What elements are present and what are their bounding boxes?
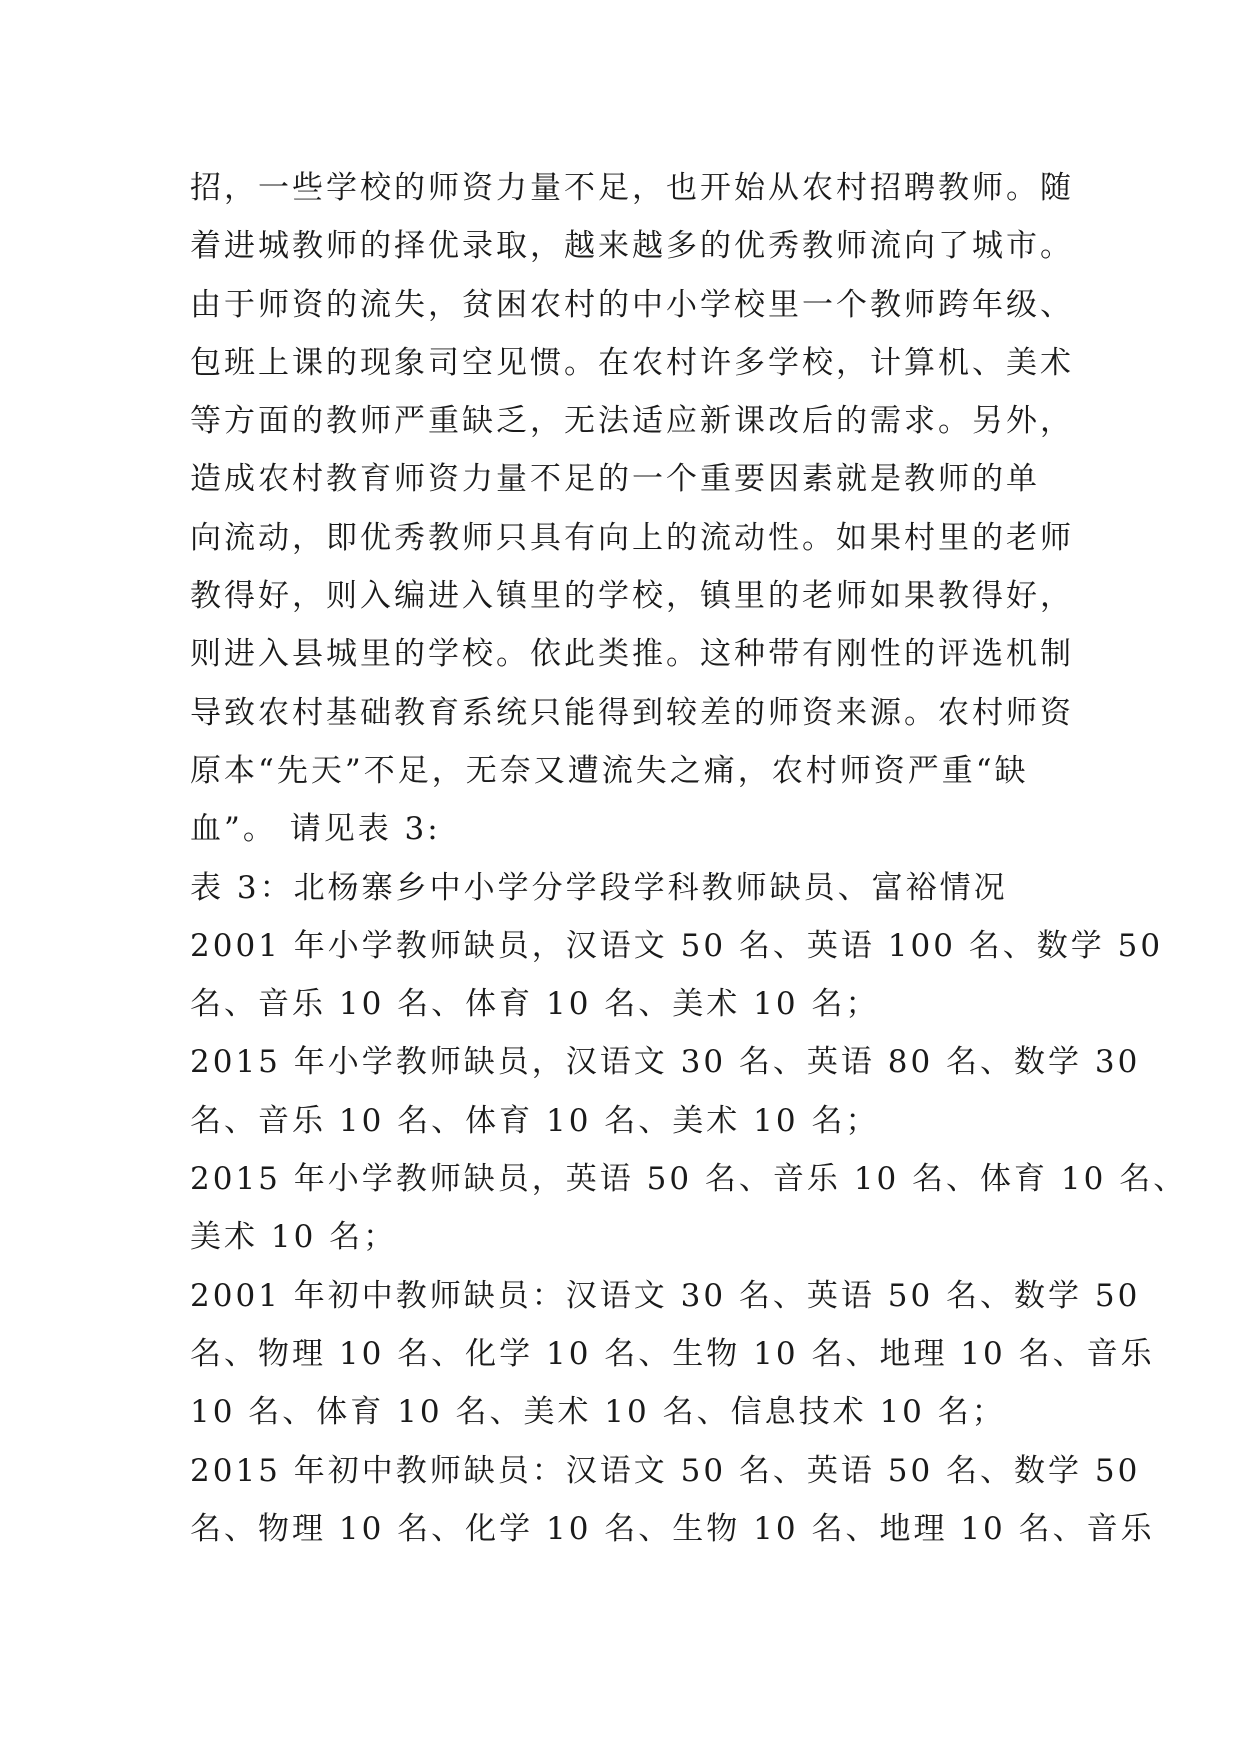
text-line: 招，一些学校的师资力量不足，也开始从农村招聘教师。随 bbox=[190, 170, 1074, 206]
text-line: 由于师资的流失，贫困农村的中小学校里一个教师跨年级、 bbox=[190, 286, 1074, 323]
text-line: 导致农村基础教育系统只能得到较差的师资来源。农村师资 bbox=[190, 694, 1074, 731]
text-line: 包班上课的现象司空见惯。在农村许多学校，计算机、美术 bbox=[190, 344, 1074, 381]
body-text bbox=[190, 159, 1188, 1558]
text-line: 血”。 请见表 3: bbox=[190, 811, 441, 848]
text-line: 2015 年小学教师缺员，汉语文 30 名、英语 80 名、数学 30 bbox=[190, 1044, 1141, 1081]
text-line: 2001 年初中教师缺员：汉语文 30 名、英语 50 名、数学 50 bbox=[190, 1277, 1141, 1314]
text-line: 10 名、体育 10 名、美术 10 名、信息技术 10 名； bbox=[190, 1394, 1006, 1431]
text-line: 向流动，即优秀教师只具有向上的流动性。如果村里的老师 bbox=[190, 519, 1074, 556]
text-line: 教得好，则入编进入镇里的学校，镇里的老师如果教得好， bbox=[190, 578, 1074, 615]
text-line: 2015 年初中教师缺员：汉语文 50 名、英语 50 名、数学 50 bbox=[190, 1452, 1141, 1489]
text-line: 原本“先天”不足，无奈又遭流失之痛，农村师资严重“缺 bbox=[190, 752, 1029, 789]
text-line: 等方面的教师严重缺乏，无法适应新课改后的需求。另外， bbox=[190, 403, 1074, 440]
text-line: 名、物理 10 名、化学 10 名、生物 10 名、地理 10 名、音乐 bbox=[190, 1510, 1155, 1547]
text-line: 造成农村教育师资力量不足的一个重要因素就是教师的单 bbox=[190, 461, 1040, 498]
text-line: 则进入县城里的学校。依此类推。这种带有刚性的评选机制 bbox=[190, 636, 1074, 673]
text-line: 2001 年小学教师缺员，汉语文 50 名、英语 100 名、数学 50 bbox=[190, 927, 1164, 964]
text-line: 名、音乐 10 名、体育 10 名、美术 10 名； bbox=[190, 1102, 880, 1139]
text-line: 名、物理 10 名、化学 10 名、生物 10 名、地理 10 名、音乐 bbox=[190, 1335, 1155, 1372]
text-line: 美术 10 名； bbox=[190, 1219, 398, 1256]
table-caption: 表 3：北杨寨乡中小学分学段学科教师缺员、富裕情况 bbox=[190, 869, 1008, 906]
text-line: 名、音乐 10 名、体育 10 名、美术 10 名； bbox=[190, 986, 880, 1023]
text-line: 着进城教师的择优录取，越来越多的优秀教师流向了城市。 bbox=[190, 228, 1074, 265]
text-line: 2015 年小学教师缺员，英语 50 名、音乐 10 名、体育 10 名、 bbox=[190, 1161, 1188, 1198]
